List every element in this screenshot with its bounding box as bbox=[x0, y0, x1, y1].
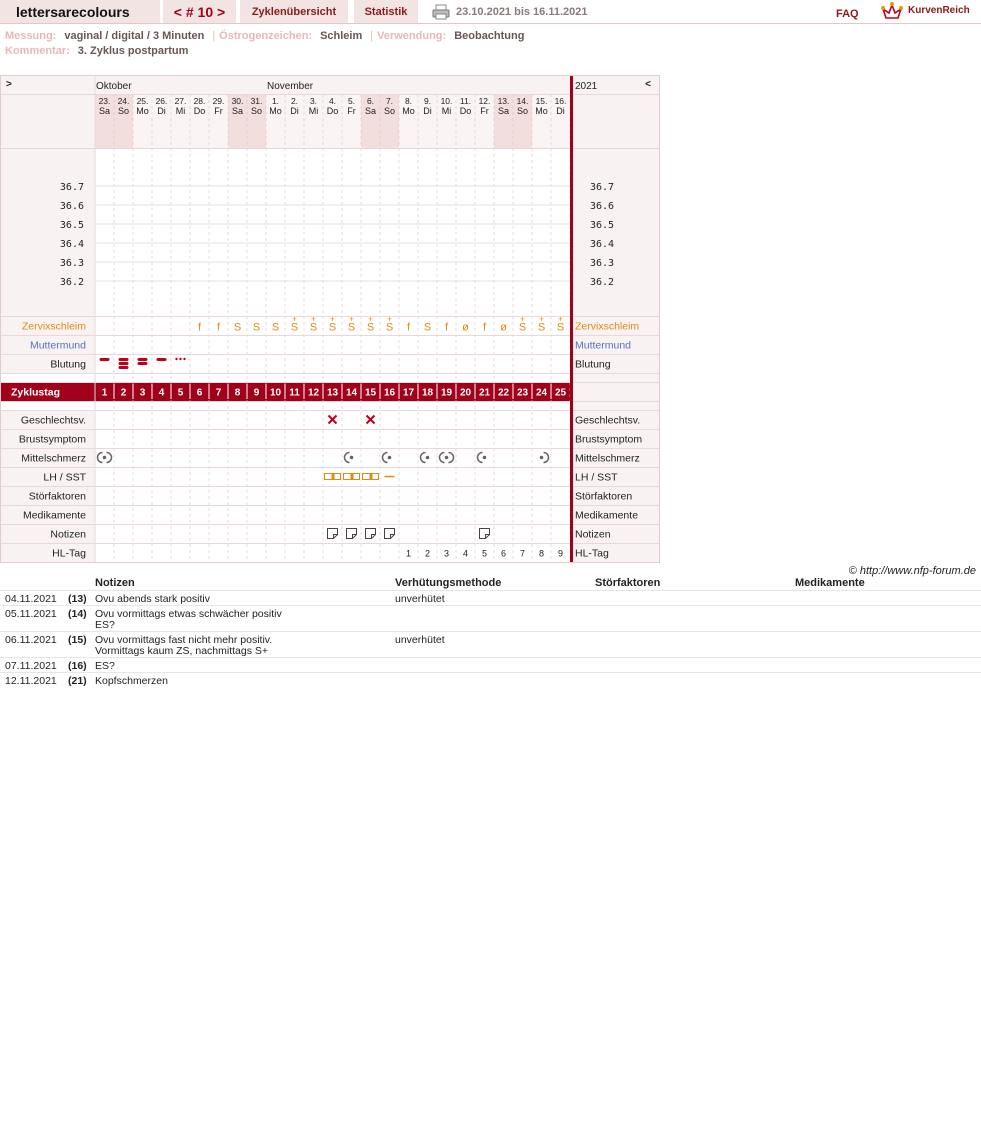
row-label-cervix: Muttermund bbox=[29, 339, 86, 352]
spotting-dot bbox=[175, 358, 177, 360]
lh-test-line bbox=[351, 474, 354, 480]
weekday-label: Di bbox=[556, 106, 565, 116]
temp-tick-label-right: 36.3 bbox=[590, 258, 615, 269]
weekday-label: Mo bbox=[136, 106, 149, 116]
note-cycle-day: (15) bbox=[68, 634, 87, 646]
measurement-label: Messung: bbox=[5, 30, 57, 42]
weekday-label: So bbox=[250, 106, 263, 116]
row-label-right-intercourse: Geschlechtsv. bbox=[575, 414, 641, 427]
cycle-day-number: 9 bbox=[253, 387, 260, 399]
cycle-day-number: 10 bbox=[269, 387, 282, 399]
bleeding-bar bbox=[138, 362, 148, 365]
weekday-label: Sa bbox=[98, 106, 111, 116]
mucus-mark: S bbox=[347, 321, 356, 334]
row-label-right-hl: HL-Tag bbox=[575, 547, 609, 560]
weekday-label: Sa bbox=[364, 106, 377, 116]
mucus-mark: S bbox=[366, 321, 375, 334]
lh-test-line bbox=[370, 474, 373, 480]
row-label-medication: Medikamente bbox=[22, 509, 86, 522]
estrogen-value: Schleim bbox=[320, 30, 363, 42]
day-date-label: 3. bbox=[309, 96, 318, 106]
row-label-mucus: Zervixschleim bbox=[21, 320, 86, 333]
note-row bbox=[0, 657, 981, 672]
weekday-label: Mi bbox=[308, 106, 319, 116]
mucus-mark: S bbox=[556, 321, 565, 334]
row-label-right-cervix: Muttermund bbox=[575, 339, 632, 352]
comment-info bbox=[5, 45, 192, 57]
note-cycle-day: (16) bbox=[68, 660, 87, 672]
mucus-plus-mark: + bbox=[558, 314, 563, 324]
day-date-label: 28. bbox=[193, 96, 206, 106]
copyright: © http://www.nfp-forum.de bbox=[848, 565, 976, 577]
header-method: Verhütungsmethode bbox=[395, 577, 502, 589]
cycle-navigation[interactable]: < # 10 > bbox=[163, 0, 236, 23]
bleeding-bar bbox=[100, 358, 110, 361]
cycle-day-number: 16 bbox=[383, 387, 396, 399]
note-date: 06.11.2021 bbox=[5, 634, 57, 646]
row-label-right-notes: Notizen bbox=[575, 528, 611, 541]
weekday-label: Fr bbox=[214, 106, 223, 116]
mucus-plus-mark: + bbox=[330, 314, 335, 324]
row-label-right-mucus: Zervixschleim bbox=[575, 320, 640, 333]
kurvenreich-logo[interactable] bbox=[880, 1, 981, 21]
measurement-value: vaginal / digital / 3 Minuten bbox=[64, 30, 205, 42]
temp-tick-label-left: 36.2 bbox=[59, 277, 84, 288]
mucus-mark: f bbox=[482, 321, 487, 334]
day-date-label: 13. bbox=[497, 96, 510, 106]
weekday-label: Fr bbox=[347, 106, 356, 116]
hl-day-number: 7 bbox=[519, 548, 526, 559]
weekday-label: Di bbox=[290, 106, 299, 116]
mucus-mark: S bbox=[328, 321, 337, 334]
day-date-label: 12. bbox=[478, 96, 491, 106]
weekday-label: So bbox=[383, 106, 396, 116]
mucus-mark: S bbox=[309, 321, 318, 334]
hl-day-number: 1 bbox=[405, 548, 412, 559]
cycle-day-number: 24 bbox=[535, 387, 548, 399]
temp-tick-label-left: 36.6 bbox=[59, 201, 84, 212]
row-label-lh: LH / SST bbox=[43, 471, 86, 484]
nav-prev-arrow: > bbox=[6, 79, 12, 90]
row-label-hl: HL-Tag bbox=[52, 547, 86, 560]
cycle-day-label: Zyklustag bbox=[11, 386, 61, 399]
spacer-row bbox=[1, 373, 570, 382]
mucus-mark: S bbox=[537, 321, 546, 334]
row-label-midpain: Mittelschmerz bbox=[21, 452, 86, 465]
printer-icon[interactable] bbox=[432, 4, 450, 20]
hl-day-number: 6 bbox=[500, 548, 507, 559]
site-name[interactable]: lettersarecolours bbox=[0, 0, 160, 23]
mucus-mark: S bbox=[290, 321, 299, 334]
day-date-label: 4. bbox=[328, 96, 337, 106]
note-row bbox=[0, 590, 981, 605]
cycle-day-number: 18 bbox=[421, 387, 434, 399]
note-cycle-day: (21) bbox=[68, 675, 87, 687]
day-date-label: 1. bbox=[271, 96, 280, 106]
current-day-marker bbox=[570, 76, 573, 562]
cycle-day-number: 7 bbox=[215, 387, 222, 399]
day-date-label: 26. bbox=[155, 96, 168, 106]
temp-tick-label-right: 36.7 bbox=[590, 182, 615, 193]
cycle-day-number: 20 bbox=[459, 387, 472, 399]
weekday-label: Mi bbox=[175, 106, 186, 116]
month-label: Oktober bbox=[96, 81, 132, 92]
mucus-mark: f bbox=[216, 321, 221, 334]
weekday-label: Fr bbox=[480, 106, 489, 116]
midpain-dot bbox=[103, 456, 107, 460]
nav-next-arrow: < bbox=[645, 79, 651, 90]
hl-day-number: 8 bbox=[538, 548, 545, 559]
note-cycle-day: (13) bbox=[68, 593, 87, 605]
mucus-mark: f bbox=[406, 321, 411, 334]
spotting-dot bbox=[183, 358, 185, 360]
note-date: 04.11.2021 bbox=[5, 593, 57, 605]
crown-logo-icon bbox=[880, 1, 904, 21]
mucus-plus-mark: + bbox=[387, 314, 392, 324]
day-date-label: 15. bbox=[535, 96, 548, 106]
mucus-plus-mark: + bbox=[539, 314, 544, 324]
temp-tick-label-right: 36.5 bbox=[590, 220, 615, 231]
cycle-day-number: 22 bbox=[497, 387, 510, 399]
note-text: Ovu abends stark positiv bbox=[95, 593, 210, 605]
usage-value: Beobachtung bbox=[454, 30, 525, 42]
midpain-dot bbox=[388, 456, 392, 460]
weekday-label: Sa bbox=[231, 106, 244, 116]
weekday-label: Mo bbox=[402, 106, 415, 116]
top-bar bbox=[0, 0, 981, 24]
weekday-label: Di bbox=[157, 106, 166, 116]
cycle-day-number: 25 bbox=[554, 387, 567, 399]
note-date: 05.11.2021 bbox=[5, 608, 57, 620]
mucus-mark: S bbox=[271, 321, 280, 334]
row-label-right-midpain: Mittelschmerz bbox=[575, 452, 640, 465]
note-row bbox=[0, 605, 981, 631]
bleeding-bar bbox=[157, 358, 167, 361]
bleeding-bar bbox=[138, 358, 148, 361]
comment-value: 3. Zyklus postpartum bbox=[77, 45, 189, 57]
cycle-day-number: 4 bbox=[158, 387, 165, 399]
cycle-day-number: 12 bbox=[307, 387, 320, 399]
day-date-label: 6. bbox=[366, 96, 375, 106]
note-text: Kopfschmerzen bbox=[95, 675, 168, 687]
mucus-mark: S bbox=[252, 321, 261, 334]
note-method: unverhütet bbox=[395, 593, 445, 605]
midpain-dot bbox=[540, 456, 544, 460]
cycle-day-number: 13 bbox=[326, 387, 339, 399]
month-label: November bbox=[267, 81, 314, 92]
header-medication: Medikamente bbox=[795, 577, 865, 589]
mucus-plus-mark: + bbox=[368, 314, 373, 324]
day-date-label: 31. bbox=[250, 96, 263, 106]
row-label-right-disturbance: Störfaktoren bbox=[575, 490, 633, 503]
mucus-mark: f bbox=[444, 321, 449, 334]
row-label-breast: Brustsymptom bbox=[18, 433, 86, 446]
note-date: 12.11.2021 bbox=[5, 675, 57, 687]
hl-day-number: 2 bbox=[424, 548, 431, 559]
day-date-label: 2. bbox=[290, 96, 299, 106]
row-label-bleeding: Blutung bbox=[50, 358, 86, 371]
note-row bbox=[0, 631, 981, 657]
cycle-chart bbox=[0, 75, 660, 563]
cycle-day-number: 21 bbox=[478, 387, 491, 399]
note-method: unverhütet bbox=[395, 634, 445, 646]
usage-label: Verwendung: bbox=[377, 30, 447, 42]
cycle-day-number: 14 bbox=[345, 387, 358, 399]
hl-day-number: 9 bbox=[557, 548, 564, 559]
weekday-label: Do bbox=[193, 106, 206, 116]
day-date-label: 27. bbox=[174, 96, 187, 106]
weekday-label: So bbox=[117, 106, 130, 116]
year-label: 2021 bbox=[575, 81, 598, 92]
temp-tick-label-left: 36.5 bbox=[59, 220, 84, 231]
cycle-day-number: 3 bbox=[139, 387, 146, 399]
row-label-notes: Notizen bbox=[50, 528, 86, 541]
mucus-plus-mark: + bbox=[349, 314, 354, 324]
weekday-label: Mo bbox=[269, 106, 282, 116]
midpain-dot bbox=[350, 456, 354, 460]
estrogen-label: Östrogenzeichen: bbox=[219, 30, 313, 42]
measurement-info: Messung: vaginal / digital / 3 Minuten | Östrogenzeichen: Schleim | Verwendung: Beobachtung bbox=[5, 30, 525, 42]
spotting-dot bbox=[179, 358, 181, 360]
day-date-label: 16. bbox=[554, 96, 567, 106]
day-date-label: 14. bbox=[516, 96, 529, 106]
comment-label: Kommentar: bbox=[5, 45, 70, 57]
weekday-label: Mo bbox=[535, 106, 548, 116]
cycle-day-number: 1 bbox=[101, 387, 108, 399]
hl-day-number: 5 bbox=[481, 548, 488, 559]
note-text: Ovu vormittags etwas schwächer positiv ES? bbox=[95, 608, 282, 631]
notes-table-header bbox=[0, 576, 981, 590]
bleeding-bar bbox=[119, 366, 129, 369]
midpain-dot bbox=[426, 456, 430, 460]
weekday-label: Do bbox=[326, 106, 339, 116]
header-disturbances: Störfaktoren bbox=[595, 577, 661, 589]
cycle-day-number: 8 bbox=[234, 387, 241, 399]
mucus-plus-mark: + bbox=[311, 314, 316, 324]
day-date-label: 24. bbox=[117, 96, 130, 106]
mucus-mark: S bbox=[233, 321, 242, 334]
cycle-day-number: 5 bbox=[177, 387, 184, 399]
day-date-label: 25. bbox=[136, 96, 149, 106]
cycle-chart-canvas bbox=[1, 76, 659, 562]
note-row bbox=[0, 672, 981, 687]
day-date-label: 10. bbox=[440, 96, 453, 106]
day-date-label: 11. bbox=[459, 96, 472, 106]
mucus-mark: S bbox=[423, 321, 432, 334]
temp-tick-label-left: 36.4 bbox=[59, 239, 84, 250]
note-text: ES? bbox=[95, 660, 115, 672]
weekday-label: Do bbox=[459, 106, 472, 116]
date-range: 23.10.2021 bis 16.11.2021 bbox=[456, 6, 588, 18]
note-date: 07.11.2021 bbox=[5, 660, 57, 672]
mucus-mark: ø bbox=[500, 321, 507, 334]
temp-tick-label-left: 36.3 bbox=[59, 258, 84, 269]
logo-text: KurvenReich bbox=[908, 5, 970, 16]
hl-day-number: 3 bbox=[443, 548, 450, 559]
cycle-day-number: 17 bbox=[402, 387, 415, 399]
row-label-disturbance: Störfaktoren bbox=[28, 490, 86, 503]
header-notes: Notizen bbox=[95, 577, 135, 589]
day-date-label: 30. bbox=[231, 96, 244, 106]
midpain-dot bbox=[483, 456, 487, 460]
day-date-label: 9. bbox=[423, 96, 432, 106]
bleeding-bar bbox=[119, 362, 129, 365]
mucus-mark: S bbox=[518, 321, 527, 334]
mucus-plus-mark: + bbox=[292, 314, 297, 324]
day-date-label: 5. bbox=[347, 96, 356, 106]
hl-day-number: 4 bbox=[462, 548, 469, 559]
row-label-right-breast: Brustsymptom bbox=[575, 433, 643, 446]
lh-test-line bbox=[332, 474, 335, 480]
day-date-label: 8. bbox=[404, 96, 413, 106]
cycle-day-number: 19 bbox=[440, 387, 453, 399]
temp-tick-label-right: 36.4 bbox=[590, 239, 615, 250]
weekday-label: Di bbox=[423, 106, 432, 116]
weekday-label: Mi bbox=[441, 106, 452, 116]
cycle-day-number: 2 bbox=[120, 387, 127, 399]
tab-cycle-overview[interactable]: Zyklenübersicht bbox=[240, 0, 348, 23]
cycle-day-number: 11 bbox=[289, 387, 300, 399]
note-text: Ovu vormittags fast nicht mehr positiv. Vormittags kaum ZS, nachmittags S+ bbox=[95, 634, 273, 657]
tab-statistics[interactable]: Statistik bbox=[354, 0, 418, 23]
row-label-right-lh: LH / SST bbox=[575, 471, 618, 484]
mucus-mark: S bbox=[385, 321, 394, 334]
mucus-mark: f bbox=[197, 321, 202, 334]
weekday-label: So bbox=[516, 106, 529, 116]
bleeding-bar bbox=[119, 358, 129, 361]
temp-tick-label-right: 36.2 bbox=[590, 277, 615, 288]
cycle-day-number: 23 bbox=[516, 387, 529, 399]
day-date-label: 29. bbox=[212, 96, 225, 106]
day-date-label: 7. bbox=[385, 96, 394, 106]
temp-tick-label-right: 36.6 bbox=[590, 201, 615, 212]
mucus-plus-mark: + bbox=[520, 314, 525, 324]
cycle-day-number: 6 bbox=[196, 387, 203, 399]
row-label-intercourse: Geschlechtsv. bbox=[20, 414, 86, 427]
faq-link[interactable]: FAQ bbox=[836, 8, 859, 20]
row-label-right-medication: Medikamente bbox=[575, 509, 639, 522]
temp-tick-label-left: 36.7 bbox=[59, 182, 84, 193]
cycle-day-number: 15 bbox=[364, 387, 377, 399]
mucus-mark: ø bbox=[462, 321, 469, 334]
row-label-right-bleeding: Blutung bbox=[575, 358, 611, 371]
midpain-dot bbox=[445, 456, 449, 460]
weekday-label: Sa bbox=[497, 106, 510, 116]
day-date-label: 23. bbox=[98, 96, 111, 106]
spacer-row bbox=[1, 401, 570, 410]
note-cycle-day: (14) bbox=[68, 608, 87, 620]
